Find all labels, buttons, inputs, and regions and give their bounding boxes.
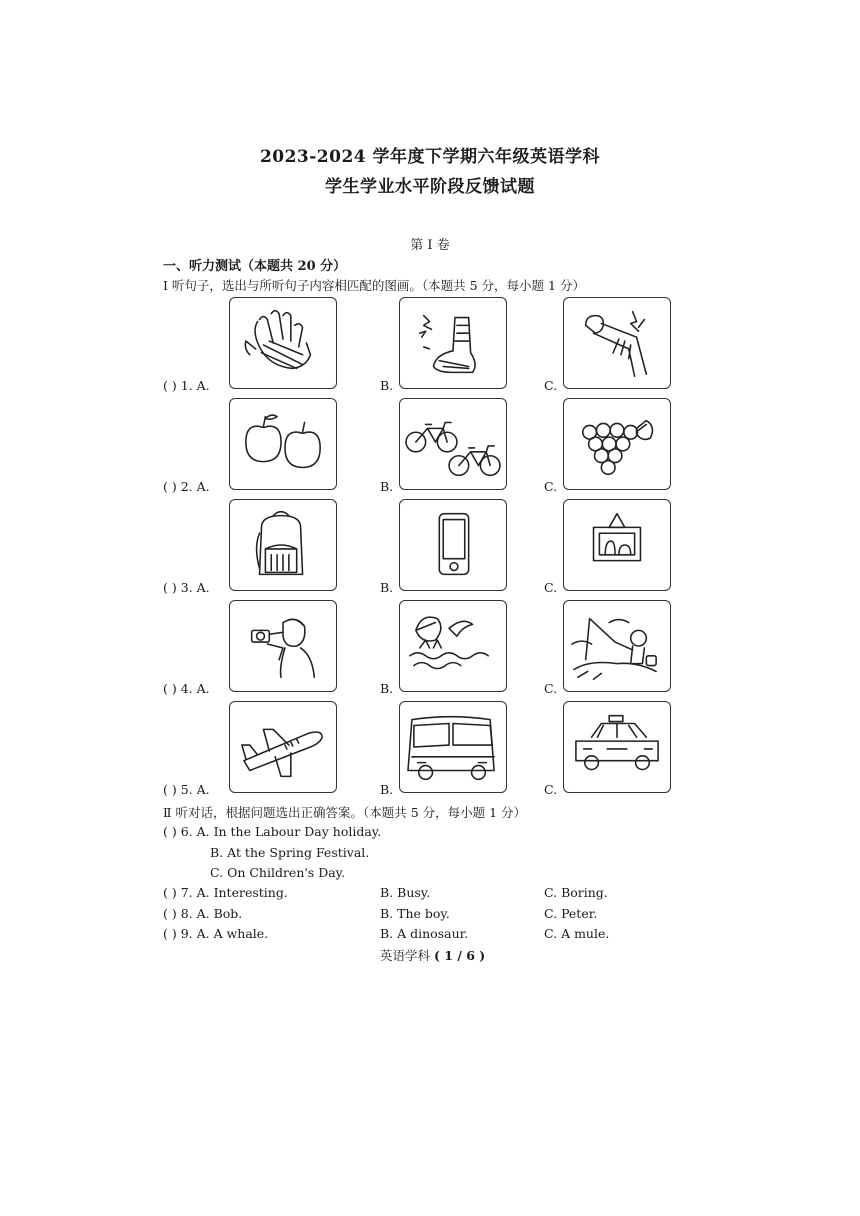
- q5-option-c: C.: [544, 782, 558, 797]
- footer-page-number: ( 1 / 6 ): [434, 948, 486, 963]
- q1-option-b: B.: [380, 378, 394, 393]
- q7-option-c: C. Boring.: [544, 885, 608, 900]
- exam-title-line1: 2023-2024 学年度下学期六年级英语学科: [259, 147, 601, 167]
- foot-bandage-icon: [399, 297, 507, 389]
- camera-man-icon: [229, 600, 337, 692]
- taxi-icon: [563, 701, 671, 793]
- q3-option-b: B.: [380, 580, 394, 595]
- volume-label: 第 I 卷: [410, 238, 450, 253]
- q8-label: ( ) 8. A. Bob.: [163, 906, 243, 921]
- q3-option-c: C.: [544, 580, 558, 595]
- grapes-icon: [563, 398, 671, 490]
- q9-option-b: B. A dinosaur.: [380, 926, 469, 941]
- q8-option-b: B. The boy.: [380, 906, 450, 921]
- q7-label: ( ) 7. A. Interesting.: [163, 885, 288, 900]
- q6-label: ( ) 6. A. In the Labour Day holiday.: [163, 824, 382, 839]
- q7-option-b: B. Busy.: [380, 885, 431, 900]
- page-footer: [380, 946, 485, 964]
- q4-label: ( ) 4. A.: [163, 681, 210, 696]
- section2-heading: Ⅱ 听对话，根据问题选出正确答案。（本题共 5 分，每小题 1 分）: [163, 805, 527, 820]
- swimming-boy-icon: [399, 600, 507, 692]
- fishing-boy-icon: [563, 600, 671, 692]
- arm-bandage-icon: [563, 297, 671, 389]
- exam-title-line2: 学生学业水平阶段反馈试题: [325, 177, 535, 197]
- q2-option-c: C.: [544, 479, 558, 494]
- section1-heading: Ⅰ 听句子，选出与所听句子内容相匹配的图画。（本题共 5 分，每小题 1 分）: [163, 278, 585, 293]
- part1-heading: 一、听力测试（本题共 20 分）: [163, 259, 347, 274]
- q5-label: ( ) 5. A.: [163, 782, 210, 797]
- q4-option-b: B.: [380, 681, 394, 696]
- q2-option-b: B.: [380, 479, 394, 494]
- q1-option-c: C.: [544, 378, 558, 393]
- apples-icon: [229, 398, 337, 490]
- picture-frame-icon: [563, 499, 671, 591]
- bus-icon: [399, 701, 507, 793]
- q3-label: ( ) 3. A.: [163, 580, 210, 595]
- q6-option-b: B. At the Spring Festival.: [210, 845, 370, 860]
- q1-label: ( ) 1. A.: [163, 378, 210, 393]
- backpack-icon: [229, 499, 337, 591]
- q6-option-c: C. On Children's Day.: [210, 865, 346, 880]
- q8-option-c: C. Peter.: [544, 906, 598, 921]
- hand-bandage-icon: [229, 297, 337, 389]
- q4-option-c: C.: [544, 681, 558, 696]
- q9-label: ( ) 9. A. A whale.: [163, 926, 269, 941]
- q5-option-b: B.: [380, 782, 394, 797]
- phone-icon: [399, 499, 507, 591]
- plane-icon: [229, 701, 337, 793]
- q2-label: ( ) 2. A.: [163, 479, 210, 494]
- q9-option-c: C. A mule.: [544, 926, 610, 941]
- bicycles-icon: [399, 398, 507, 490]
- footer-subject: 英语学科: [380, 948, 431, 963]
